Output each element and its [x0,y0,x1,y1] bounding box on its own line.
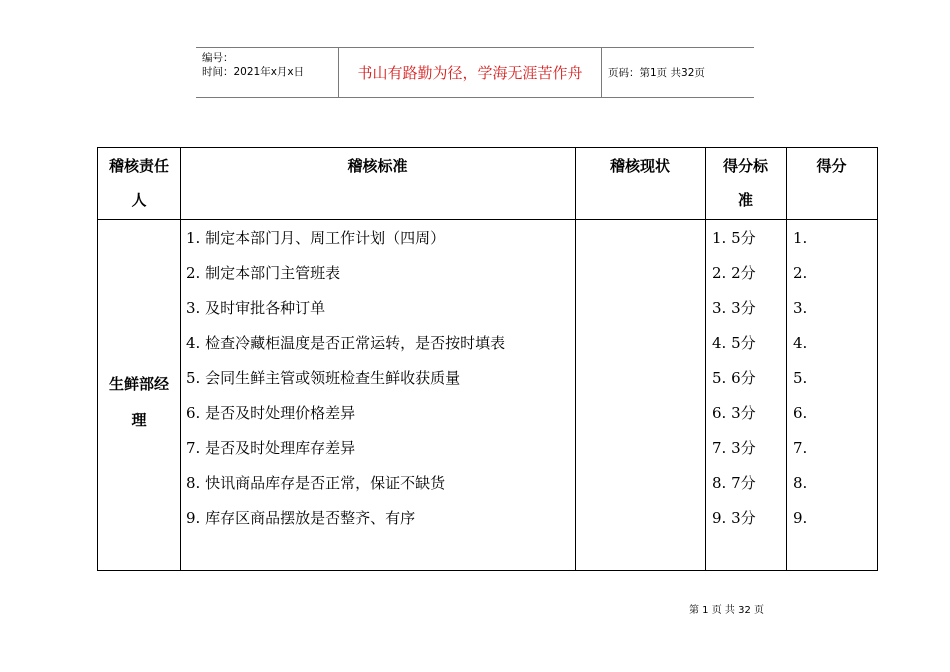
header-score-std-line2: 准 [737,191,753,209]
audit-table [97,147,878,571]
col-divider [180,148,181,570]
standard-item-9: 9. 库存区商品摆放是否整齐、有序 [186,509,416,527]
standard-item-5: 5. 会同生鲜主管或领班检查生鲜收获质量 [186,369,461,387]
score-6: 6. [793,404,808,422]
score-9: 9. [793,509,808,527]
page-code: 页码：第1页 共32页 [608,67,705,79]
header-person-line2: 人 [131,191,147,209]
motto-text: 书山有路勤为径，学海无涯苦作舟 [357,64,583,82]
score-3: 3. [793,299,808,317]
standard-item-2: 2. 制定本部门主管班表 [186,264,341,282]
row-divider [98,219,877,220]
standard-item-4: 4. 检查冷藏柜温度是否正常运转，是否按时填表 [186,334,506,352]
score-std-2: 2. 2分 [712,264,756,282]
score-1: 1. [793,229,808,247]
header-status: 稽核现状 [609,157,670,175]
standard-item-7: 7. 是否及时处理库存差异 [186,439,356,457]
header-score-std-line1: 得分标 [722,157,768,175]
score-std-6: 6. 3分 [712,404,756,422]
score-std-4: 4. 5分 [712,334,756,352]
responsible-line2: 理 [131,411,147,429]
header-meta-cell [196,48,338,97]
standard-item-3: 3. 及时审批各种订单 [186,299,326,317]
header-person-line1: 稽核责任 [108,157,169,175]
score-4: 4. [793,334,808,352]
score-std-3: 3. 3分 [712,299,756,317]
header-motto-cell [338,48,602,97]
responsible-line1: 生鲜部经 [108,375,169,393]
score-std-9: 9. 3分 [712,509,756,527]
header-score: 得分 [816,157,847,175]
score-7: 7. [793,439,808,457]
col-divider [575,148,576,570]
standard-item-8: 8. 快讯商品库存是否正常，保证不缺货 [186,474,446,492]
page-footer: 第 1 页 共 32 页 [689,605,764,616]
number-label: 编号： [202,52,234,64]
header-standard: 稽核标准 [347,157,408,175]
col-divider [786,148,787,570]
standard-item-1: 1. 制定本部门月、周工作计划（四周） [186,229,446,247]
score-8: 8. [793,474,808,492]
score-2: 2. [793,264,808,282]
header-page-cell [602,48,754,97]
score-std-5: 5. 6分 [712,369,756,387]
score-5: 5. [793,369,808,387]
score-std-8: 8. 7分 [712,474,756,492]
document-header [196,47,754,98]
score-std-1: 1. 5分 [712,229,756,247]
time-label: 时间：2021年x月x日 [202,66,305,78]
standard-item-6: 6. 是否及时处理价格差异 [186,404,356,422]
score-std-7: 7. 3分 [712,439,756,457]
responsible-person [98,366,180,438]
